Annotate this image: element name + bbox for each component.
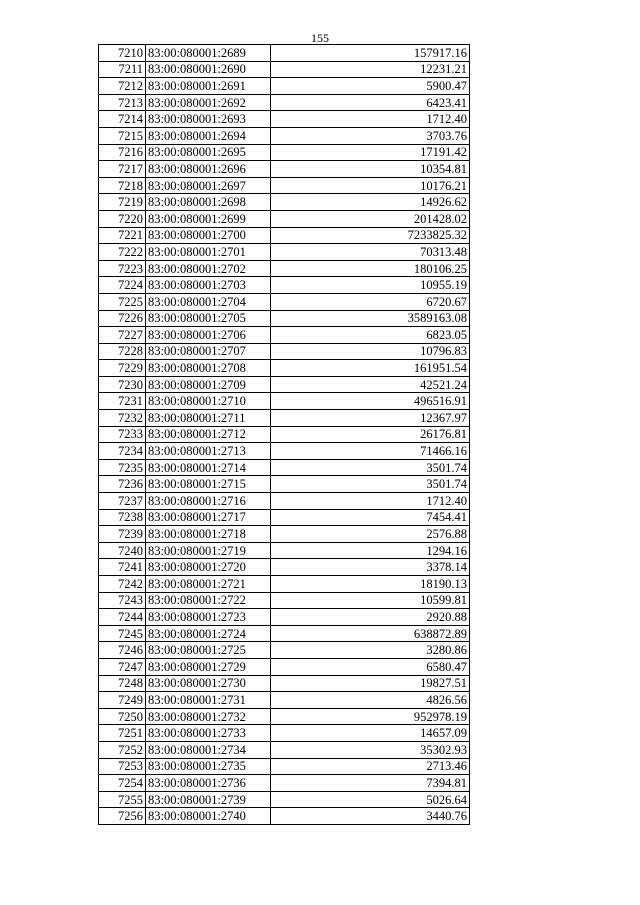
cadastral-number-cell: 83:00:080001:2713: [146, 443, 271, 460]
cadastral-number-cell: 83:00:080001:2694: [146, 127, 271, 144]
row-number-cell: 7226: [99, 310, 146, 327]
value-cell: 5026.64: [271, 791, 470, 808]
row-number-cell: 7220: [99, 210, 146, 227]
cadastral-number-cell: 83:00:080001:2716: [146, 493, 271, 510]
row-number-cell: 7223: [99, 260, 146, 277]
table-row: [99, 559, 470, 576]
table-row: [99, 609, 470, 626]
row-number-cell: 7238: [99, 509, 146, 526]
cadastral-number-cell: 83:00:080001:2691: [146, 78, 271, 95]
row-number-cell: 7245: [99, 625, 146, 642]
table-row: [99, 808, 470, 825]
row-number-cell: 7233: [99, 426, 146, 443]
value-cell: 3589163.08: [271, 310, 470, 327]
table-row: [99, 244, 470, 261]
row-number-cell: 7230: [99, 376, 146, 393]
cadastral-number-cell: 83:00:080001:2724: [146, 625, 271, 642]
row-number-cell: 7237: [99, 493, 146, 510]
value-cell: 35302.93: [271, 741, 470, 758]
cadastral-number-cell: 83:00:080001:2712: [146, 426, 271, 443]
row-number-cell: 7244: [99, 609, 146, 626]
table-row: [99, 526, 470, 543]
value-cell: 3378.14: [271, 559, 470, 576]
cadastral-number-cell: 83:00:080001:2698: [146, 194, 271, 211]
row-number-cell: 7224: [99, 277, 146, 294]
value-cell: 1712.40: [271, 493, 470, 510]
value-cell: 26176.81: [271, 426, 470, 443]
table-row: [99, 592, 470, 609]
table-row: [99, 111, 470, 128]
value-cell: 19827.51: [271, 675, 470, 692]
row-number-cell: 7236: [99, 476, 146, 493]
table-row: [99, 758, 470, 775]
row-number-cell: 7251: [99, 725, 146, 742]
row-number-cell: 7253: [99, 758, 146, 775]
table-row: [99, 725, 470, 742]
value-cell: 12367.97: [271, 410, 470, 427]
table-row: [99, 625, 470, 642]
table-row: [99, 775, 470, 792]
row-number-cell: 7215: [99, 127, 146, 144]
value-cell: 7233825.32: [271, 227, 470, 244]
cadastral-number-cell: 83:00:080001:2692: [146, 94, 271, 111]
table-row: [99, 78, 470, 95]
value-cell: 10796.83: [271, 343, 470, 360]
cadastral-number-cell: 83:00:080001:2711: [146, 410, 271, 427]
table-row: [99, 277, 470, 294]
row-number-cell: 7242: [99, 576, 146, 593]
row-number-cell: 7239: [99, 526, 146, 543]
cadastral-number-cell: 83:00:080001:2729: [146, 658, 271, 675]
value-cell: 6823.05: [271, 327, 470, 344]
cadastral-number-cell: 83:00:080001:2725: [146, 642, 271, 659]
row-number-cell: 7218: [99, 177, 146, 194]
table-row: [99, 791, 470, 808]
table-row: [99, 426, 470, 443]
value-cell: 7394.81: [271, 775, 470, 792]
value-cell: 18190.13: [271, 576, 470, 593]
table-row: [99, 675, 470, 692]
row-number-cell: 7255: [99, 791, 146, 808]
table-row: [99, 161, 470, 178]
value-cell: 3280.86: [271, 642, 470, 659]
cadastral-number-cell: 83:00:080001:2739: [146, 791, 271, 808]
value-cell: 10955.19: [271, 277, 470, 294]
row-number-cell: 7214: [99, 111, 146, 128]
cadastral-number-cell: 83:00:080001:2696: [146, 161, 271, 178]
row-number-cell: 7222: [99, 244, 146, 261]
cadastral-number-cell: 83:00:080001:2701: [146, 244, 271, 261]
row-number-cell: 7217: [99, 161, 146, 178]
cadastral-number-cell: 83:00:080001:2689: [146, 45, 271, 62]
row-number-cell: 7246: [99, 642, 146, 659]
value-cell: 4826.56: [271, 692, 470, 709]
table-row: [99, 658, 470, 675]
value-cell: 201428.02: [271, 210, 470, 227]
cadastral-number-cell: 83:00:080001:2732: [146, 708, 271, 725]
table-row: [99, 542, 470, 559]
row-number-cell: 7248: [99, 675, 146, 692]
table-row: [99, 310, 470, 327]
value-cell: 496516.91: [271, 393, 470, 410]
table-row: [99, 576, 470, 593]
cadastral-table: [98, 44, 470, 825]
table-row: [99, 741, 470, 758]
row-number-cell: 7254: [99, 775, 146, 792]
value-cell: 10599.81: [271, 592, 470, 609]
value-cell: 157917.16: [271, 45, 470, 62]
value-cell: 14657.09: [271, 725, 470, 742]
table-row: [99, 327, 470, 344]
cadastral-number-cell: 83:00:080001:2735: [146, 758, 271, 775]
value-cell: 638872.89: [271, 625, 470, 642]
row-number-cell: 7250: [99, 708, 146, 725]
value-cell: 71466.16: [271, 443, 470, 460]
cadastral-number-cell: 83:00:080001:2731: [146, 692, 271, 709]
value-cell: 6580.47: [271, 658, 470, 675]
cadastral-number-cell: 83:00:080001:2722: [146, 592, 271, 609]
table-row: [99, 61, 470, 78]
table-row: [99, 343, 470, 360]
value-cell: 180106.25: [271, 260, 470, 277]
table-row: [99, 459, 470, 476]
cadastral-number-cell: 83:00:080001:2703: [146, 277, 271, 294]
value-cell: 6423.41: [271, 94, 470, 111]
row-number-cell: 7210: [99, 45, 146, 62]
cadastral-number-cell: 83:00:080001:2740: [146, 808, 271, 825]
cadastral-number-cell: 83:00:080001:2704: [146, 293, 271, 310]
row-number-cell: 7229: [99, 360, 146, 377]
value-cell: 17191.42: [271, 144, 470, 161]
cadastral-number-cell: 83:00:080001:2714: [146, 459, 271, 476]
cadastral-number-cell: 83:00:080001:2719: [146, 542, 271, 559]
cadastral-number-cell: 83:00:080001:2721: [146, 576, 271, 593]
row-number-cell: 7235: [99, 459, 146, 476]
value-cell: 2920.88: [271, 609, 470, 626]
table-row: [99, 692, 470, 709]
cadastral-number-cell: 83:00:080001:2720: [146, 559, 271, 576]
table-row: [99, 493, 470, 510]
cadastral-number-cell: 83:00:080001:2733: [146, 725, 271, 742]
cadastral-number-cell: 83:00:080001:2697: [146, 177, 271, 194]
value-cell: 161951.54: [271, 360, 470, 377]
table-row: [99, 210, 470, 227]
table-row: [99, 45, 470, 62]
row-number-cell: 7221: [99, 227, 146, 244]
page-number: 155: [311, 31, 329, 45]
row-number-cell: 7219: [99, 194, 146, 211]
value-cell: 10354.81: [271, 161, 470, 178]
cadastral-number-cell: 83:00:080001:2699: [146, 210, 271, 227]
cadastral-number-cell: 83:00:080001:2715: [146, 476, 271, 493]
value-cell: 3501.74: [271, 459, 470, 476]
table-row: [99, 376, 470, 393]
cadastral-number-cell: 83:00:080001:2734: [146, 741, 271, 758]
table-row: [99, 293, 470, 310]
table-body: [99, 45, 470, 825]
row-number-cell: 7211: [99, 61, 146, 78]
table-row: [99, 144, 470, 161]
table-row: [99, 260, 470, 277]
table-row: [99, 194, 470, 211]
value-cell: 6720.67: [271, 293, 470, 310]
cadastral-number-cell: 83:00:080001:2710: [146, 393, 271, 410]
table-row: [99, 410, 470, 427]
table-row: [99, 360, 470, 377]
table-row: [99, 94, 470, 111]
value-cell: 952978.19: [271, 708, 470, 725]
cadastral-number-cell: 83:00:080001:2709: [146, 376, 271, 393]
value-cell: 2713.46: [271, 758, 470, 775]
cadastral-number-cell: 83:00:080001:2707: [146, 343, 271, 360]
value-cell: 10176.21: [271, 177, 470, 194]
row-number-cell: 7234: [99, 443, 146, 460]
cadastral-number-cell: 83:00:080001:2693: [146, 111, 271, 128]
table-row: [99, 127, 470, 144]
row-number-cell: 7231: [99, 393, 146, 410]
table-row: [99, 177, 470, 194]
row-number-cell: 7212: [99, 78, 146, 95]
cadastral-number-cell: 83:00:080001:2702: [146, 260, 271, 277]
value-cell: 5900.47: [271, 78, 470, 95]
cadastral-number-cell: 83:00:080001:2708: [146, 360, 271, 377]
table-row: [99, 443, 470, 460]
row-number-cell: 7213: [99, 94, 146, 111]
table-row: [99, 393, 470, 410]
value-cell: 3501.74: [271, 476, 470, 493]
row-number-cell: 7228: [99, 343, 146, 360]
value-cell: 1294.16: [271, 542, 470, 559]
row-number-cell: 7256: [99, 808, 146, 825]
value-cell: 42521.24: [271, 376, 470, 393]
table-row: [99, 642, 470, 659]
row-number-cell: 7252: [99, 741, 146, 758]
value-cell: 3440.76: [271, 808, 470, 825]
value-cell: 2576.88: [271, 526, 470, 543]
cadastral-number-cell: 83:00:080001:2718: [146, 526, 271, 543]
cadastral-number-cell: 83:00:080001:2717: [146, 509, 271, 526]
row-number-cell: 7227: [99, 327, 146, 344]
cadastral-number-cell: 83:00:080001:2700: [146, 227, 271, 244]
table-row: [99, 476, 470, 493]
row-number-cell: 7225: [99, 293, 146, 310]
value-cell: 7454.41: [271, 509, 470, 526]
row-number-cell: 7249: [99, 692, 146, 709]
row-number-cell: 7232: [99, 410, 146, 427]
row-number-cell: 7241: [99, 559, 146, 576]
cadastral-number-cell: 83:00:080001:2705: [146, 310, 271, 327]
row-number-cell: 7247: [99, 658, 146, 675]
table-row: [99, 227, 470, 244]
cadastral-number-cell: 83:00:080001:2723: [146, 609, 271, 626]
value-cell: 3703.76: [271, 127, 470, 144]
table-row: [99, 509, 470, 526]
cadastral-number-cell: 83:00:080001:2706: [146, 327, 271, 344]
cadastral-number-cell: 83:00:080001:2736: [146, 775, 271, 792]
cadastral-number-cell: 83:00:080001:2730: [146, 675, 271, 692]
cadastral-number-cell: 83:00:080001:2690: [146, 61, 271, 78]
value-cell: 12231.21: [271, 61, 470, 78]
value-cell: 1712.40: [271, 111, 470, 128]
row-number-cell: 7240: [99, 542, 146, 559]
cadastral-number-cell: 83:00:080001:2695: [146, 144, 271, 161]
row-number-cell: 7216: [99, 144, 146, 161]
table-row: [99, 708, 470, 725]
row-number-cell: 7243: [99, 592, 146, 609]
value-cell: 70313.48: [271, 244, 470, 261]
value-cell: 14926.62: [271, 194, 470, 211]
